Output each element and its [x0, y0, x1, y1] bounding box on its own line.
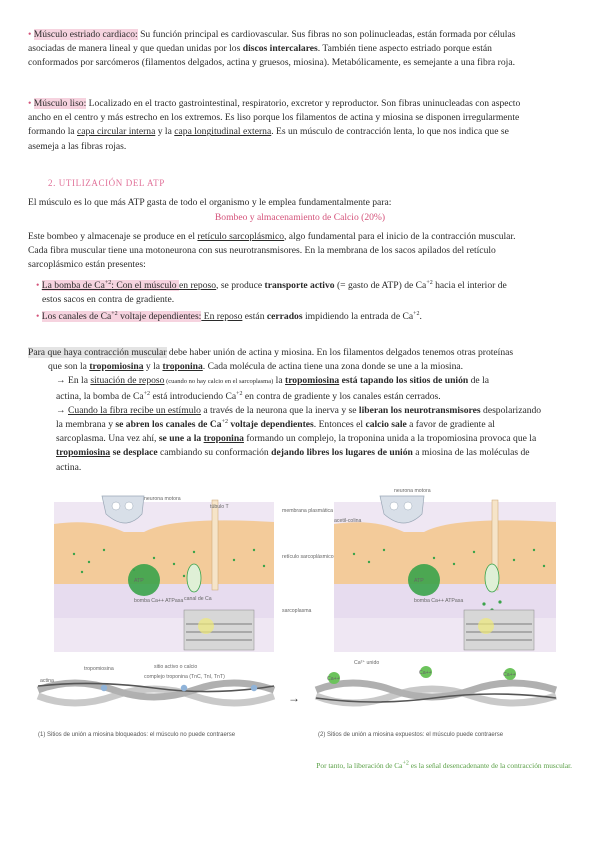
underlined-term: retículo sarcoplásmico — [197, 231, 284, 242]
text: y la — [155, 126, 175, 138]
ach-label: acetil-colina — [334, 518, 362, 524]
text: Localizado en el tracto gastrointestinal, respiratorio, excretor y reproductor. Son fibras uninucleadas con aspecto — [86, 98, 521, 109]
underlined-term: En reposo — [201, 311, 243, 323]
superscript: +2 — [221, 418, 228, 425]
caption-stimulated: (2) Sitios de unión a miosina expuestos: el músculo puede contraerse — [318, 732, 504, 738]
text: sarcoplasma. Una vez ahí, — [56, 433, 159, 445]
text: es la señal desencadenante de la contracción muscular. — [408, 761, 572, 770]
subtitle: Bombeo y almacenamiento de Calcio (20%) — [214, 212, 386, 223]
membrane-label: membrana plasmática — [282, 508, 334, 514]
text: (= gasto de ATP) de Ca — [334, 280, 427, 291]
term-smooth: Músculo liso: — [33, 98, 87, 109]
list-item: • La bomba de $Ca^{+2}$: Con el músculo en reposo, se produce transporte activo (= gasto de ATP) de $Ca^{+2}$ hacia el interior de — [36, 279, 507, 291]
text: impidiendo la entrada de Ca — [302, 311, 414, 323]
bullet-list — [36, 279, 576, 325]
sarcoplasm-label: sarcoplasma — [282, 608, 312, 614]
highlight-circle — [198, 618, 214, 634]
underlined-term: en reposo — [178, 280, 217, 291]
text: . Es un músculo de contracción lenta, lo que nos indica que se — [271, 126, 509, 138]
text: → — [56, 404, 68, 416]
plasma-membrane-left — [54, 520, 274, 584]
text: actina. — [56, 461, 82, 473]
panel-stimulated — [334, 488, 556, 652]
text: están — [242, 311, 267, 323]
term-bold: liberan los neurotransmisores — [358, 404, 481, 416]
note: (cuando no hay calcio en el sarcoplasma) — [164, 378, 274, 386]
term-bold: se desplace — [110, 447, 158, 459]
conclusion — [316, 761, 572, 770]
term-bold: cerrados — [266, 311, 303, 323]
term-bold: troponina — [162, 361, 203, 373]
intro-line: El músculo es lo que más ATP gasta de todo el organismo y le emplea fundamentalmente para: — [28, 197, 392, 208]
term-bold: troponina — [203, 433, 244, 445]
highlight-circle — [478, 618, 494, 634]
vesicle — [112, 502, 120, 510]
term-bold: tropomiosina — [89, 361, 144, 373]
text: debe haber unión de actina y miosina. En los filamentos delgados tenemos otras proteínas — [166, 347, 514, 358]
superscript: +2 — [111, 311, 118, 318]
text: . — [419, 311, 422, 323]
text: Por tanto, la liberación de Ca — [316, 761, 403, 770]
text: en contra de gradiente y los canales están cerrados. — [242, 390, 441, 402]
atp-label: ATP — [414, 578, 424, 584]
muscle-contraction-figure — [34, 488, 566, 744]
text: a través de la neurona que la inerva y se — [200, 404, 359, 416]
paragraph-cardiac-muscle — [28, 28, 576, 71]
neuron-label-right: neurona motora — [394, 488, 431, 494]
text: ancho en el centro y más estrecho en los extremos. Es liso porque los filamentos de actina y miosina se disponen irregularmente — [28, 112, 520, 124]
term-bold: transporte activo — [264, 280, 335, 291]
binding-sites-label: sitio activo o calcio — [154, 664, 198, 670]
term-bold: está tapando los sitios de unión — [339, 375, 469, 387]
calcium-pump-right — [408, 564, 440, 596]
bullet: • — [28, 29, 32, 40]
term-cardiac: Músculo estriado cardiaco: — [33, 29, 138, 40]
text: Su función principal es cardiovascular. Sus fibras no son polinucleadas, están formada por células — [137, 29, 516, 40]
text: formando un complejo, la troponina unida a la tropomiosina provoca que la — [243, 433, 537, 445]
filament-inset-right — [464, 610, 534, 650]
pump-label-left: bomba Ca++ ATPasa — [134, 598, 184, 604]
ca-label: Ca++ — [503, 672, 516, 678]
text: que son la — [48, 361, 90, 373]
text: . También tiene aspecto estriado porque están — [317, 43, 492, 55]
vesicle — [125, 502, 133, 510]
text: , se produce — [216, 280, 265, 291]
text: a miosina de las moléculas de — [412, 447, 530, 459]
text: . Cada molécula de actina tiene una zona donde se une a la miosina. — [202, 361, 464, 373]
panel-resting — [54, 496, 274, 652]
ca-label: Ca++ — [419, 670, 432, 676]
text: está introduciendo Ca — [150, 390, 237, 402]
text: formando la — [28, 126, 78, 138]
section-title: 2. UTILIZACIÓN DEL ATP — [48, 178, 165, 188]
actin-label: actina — [40, 678, 54, 684]
arrow-between: → — [288, 691, 300, 705]
text: sarcoplásmico están presentes: — [28, 259, 146, 271]
term-bold: calcio sale — [365, 419, 407, 431]
list-item: • Los canales de $Ca^{+2}$ voltaje dependientes: En reposo están cerrados impidiendo la entrada de $Ca^{+2}$. — [36, 311, 422, 323]
text: . Entonces el — [313, 419, 366, 431]
term: La bomba de Ca — [41, 280, 105, 291]
term: Los canales de Ca — [41, 311, 112, 323]
text: la membrana y — [56, 419, 116, 431]
ca-bound-label: Ca²⁺ unido — [354, 660, 380, 666]
calcium-channel-right — [485, 564, 499, 592]
ca-label: Ca++ — [327, 676, 340, 682]
tubule-label: túbulo T — [210, 504, 229, 510]
superscript: +2 — [143, 390, 151, 397]
superscript: +2 — [426, 279, 433, 286]
reticulum-label: retículo sarcoplásmico — [282, 554, 334, 560]
term-bold: dejando libres los lugares de unión — [271, 447, 413, 459]
term-bold: tropomiosina — [285, 375, 340, 387]
text: y la — [143, 361, 163, 373]
text: despolarizando — [480, 404, 542, 416]
paragraph-smooth-muscle — [28, 97, 576, 154]
t-tubule-left — [212, 500, 218, 590]
highlighted-term: Para que haya contracción muscular — [28, 347, 167, 358]
underlined-term: Cuando la fibra recibe un estímulo — [68, 404, 201, 416]
filament-stimulated — [316, 660, 556, 738]
term-bold: voltaje dependientes — [227, 419, 314, 431]
superscript: +2 — [104, 279, 112, 286]
paragraph-contraction — [28, 346, 576, 475]
plasma-membrane-right — [334, 520, 556, 584]
neuron-label-left: neurona motora — [144, 496, 181, 502]
superscript: +2 — [413, 311, 420, 318]
text: asociadas de manera lineal y que quedan unidas por los — [28, 43, 243, 55]
atp-label: ATP — [134, 578, 144, 584]
vesicle — [390, 502, 398, 510]
underlined-term: capa longitudinal externa — [174, 126, 272, 138]
text: conformados por sarcómeros (filamentos delgados, actina y gruesos, miosina). Metabólicamente, es semejante a una fibra roja. — [28, 57, 515, 69]
text: voltaje dependientes: — [117, 311, 202, 323]
text: de la — [468, 375, 490, 387]
filament-resting — [38, 664, 274, 738]
text: actina, la bomba de Ca — [56, 390, 144, 402]
channel-label: canal de Ca — [184, 596, 212, 602]
underlined-term: situación de reposo — [90, 375, 165, 387]
text: → En la — [56, 375, 91, 387]
tropomyosin-label: tropomiosina — [84, 666, 114, 672]
text: , algo fundamental para el inicio de la contracción muscular. — [284, 231, 516, 242]
term-bold: se abren los canales de Ca — [115, 419, 222, 431]
calcium-pump-left — [128, 564, 160, 596]
term-bold: discos intercalares — [242, 43, 318, 55]
text: cambiando su conformación — [157, 447, 272, 459]
paragraph-reticulum — [28, 230, 576, 273]
troponin-label: complejo troponina (TnC, TnI, TnT) — [144, 674, 225, 680]
text: Este bombeo y almacenaje se produce en el — [28, 231, 198, 242]
text: la — [273, 375, 286, 387]
text: Cada fibra muscular tiene una motoneurona con sus neurotransmisores. En la membrana de los sacos apilados del retículo — [28, 245, 496, 257]
text: asemeja a las fibras rojas. — [28, 140, 127, 152]
superscript: +2 — [402, 760, 409, 767]
filament-inset-left — [184, 610, 254, 650]
text: : Con el músculo — [111, 280, 179, 291]
term-bold: se une a la — [158, 433, 204, 445]
calcium-channel-left — [187, 564, 201, 592]
text: hacia el interior de — [432, 280, 507, 291]
text: a favor de gradiente al — [406, 419, 495, 431]
term-bold: tropomiosina — [56, 447, 111, 459]
superscript: +2 — [236, 390, 243, 397]
text: estos sacos en contra de gradiente. — [42, 294, 175, 306]
underlined-term: capa circular interna — [77, 126, 156, 138]
pump-label-right: bomba Ca++ ATPasa — [414, 598, 464, 604]
vesicle — [404, 502, 412, 510]
bullet: • — [28, 98, 32, 109]
caption-resting: (1) Sitios de unión a miosina bloqueados: el músculo no puede contraerse — [38, 732, 236, 738]
